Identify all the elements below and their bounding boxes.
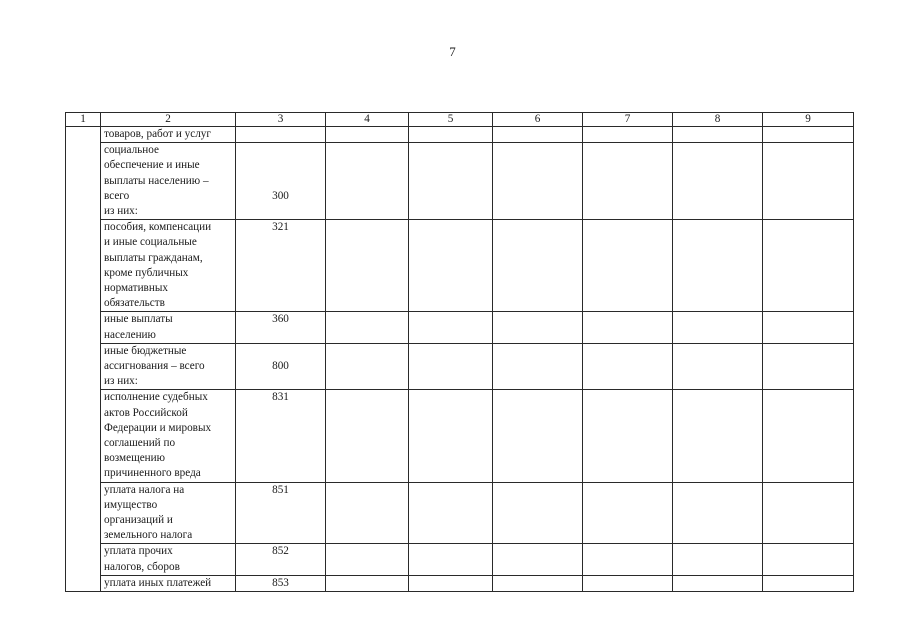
row-code: 851 xyxy=(236,482,326,544)
row-number-cell xyxy=(66,127,101,592)
value-cell xyxy=(763,312,854,343)
value-cell xyxy=(583,482,673,544)
value-cell xyxy=(673,343,763,390)
value-cell xyxy=(326,312,409,343)
row-code xyxy=(236,343,326,390)
value-cell xyxy=(409,390,493,482)
value-cell xyxy=(493,575,583,591)
value-cell xyxy=(326,143,409,220)
row-code xyxy=(236,143,326,220)
row-code: 831 xyxy=(236,390,326,482)
row-name: пособия, компенсации и иные социальные выплаты гражданам, кроме публичных нормативных обязательств xyxy=(101,220,236,312)
row-code-text: 300 xyxy=(272,190,289,203)
value-cell xyxy=(583,575,673,591)
row-code: 853 xyxy=(236,575,326,591)
page-number: 7 xyxy=(449,44,456,59)
value-cell xyxy=(326,220,409,312)
value-cell xyxy=(583,220,673,312)
table-row xyxy=(66,575,854,591)
value-cell xyxy=(763,343,854,390)
column-header-1: 1 xyxy=(66,113,101,127)
value-cell xyxy=(763,127,854,143)
value-cell xyxy=(409,127,493,143)
value-cell xyxy=(326,482,409,544)
column-header-7: 7 xyxy=(583,113,673,127)
value-cell xyxy=(493,544,583,575)
column-header-3: 3 xyxy=(236,113,326,127)
table-row xyxy=(66,544,854,575)
row-name: иные бюджетные ассигнования – всего из них: xyxy=(101,343,236,390)
row-name: товаров, работ и услуг xyxy=(101,127,236,143)
value-cell xyxy=(493,220,583,312)
value-cell xyxy=(493,343,583,390)
row-name: иные выплаты населению xyxy=(101,312,236,343)
row-code: 321 xyxy=(236,220,326,312)
value-cell xyxy=(673,575,763,591)
value-cell xyxy=(673,220,763,312)
value-cell xyxy=(583,312,673,343)
column-header-6: 6 xyxy=(493,113,583,127)
value-cell xyxy=(409,575,493,591)
value-cell xyxy=(326,343,409,390)
budget-table xyxy=(65,112,854,592)
table-row xyxy=(66,127,854,143)
value-cell xyxy=(673,127,763,143)
value-cell xyxy=(409,143,493,220)
row-name: социальное обеспечение и иные выплаты населению – всего из них: xyxy=(101,143,236,220)
column-header-5: 5 xyxy=(409,113,493,127)
value-cell xyxy=(409,544,493,575)
column-header-8: 8 xyxy=(673,113,763,127)
row-code-text: 800 xyxy=(272,359,289,372)
value-cell xyxy=(763,544,854,575)
table-row xyxy=(66,390,854,482)
row-name: уплата налога на имущество организаций и земельного налога xyxy=(101,482,236,544)
value-cell xyxy=(763,482,854,544)
row-code: 360 xyxy=(236,312,326,343)
column-header-2: 2 xyxy=(101,113,236,127)
value-cell xyxy=(493,312,583,343)
value-cell xyxy=(673,482,763,544)
row-name: уплата прочих налогов, сборов xyxy=(101,544,236,575)
value-cell xyxy=(493,127,583,143)
row-code: 852 xyxy=(236,544,326,575)
value-cell xyxy=(583,127,673,143)
column-number-row xyxy=(66,113,854,127)
value-cell xyxy=(409,343,493,390)
row-code xyxy=(236,127,326,143)
value-cell xyxy=(326,390,409,482)
value-cell xyxy=(673,143,763,220)
value-cell xyxy=(763,143,854,220)
row-name: уплата иных платежей xyxy=(101,575,236,591)
value-cell xyxy=(326,127,409,143)
value-cell xyxy=(493,143,583,220)
value-cell xyxy=(763,575,854,591)
table-row xyxy=(66,482,854,544)
column-header-4: 4 xyxy=(326,113,409,127)
value-cell xyxy=(583,390,673,482)
value-cell xyxy=(583,544,673,575)
value-cell xyxy=(409,312,493,343)
table-row xyxy=(66,220,854,312)
value-cell xyxy=(409,220,493,312)
row-name: исполнение судебных актов Российской Федерации и мировых соглашений по возмещению причиненного вреда xyxy=(101,390,236,482)
table-row xyxy=(66,143,854,220)
table-row xyxy=(66,312,854,343)
value-cell xyxy=(673,390,763,482)
value-cell xyxy=(583,143,673,220)
value-cell xyxy=(493,390,583,482)
value-cell xyxy=(763,220,854,312)
value-cell xyxy=(326,575,409,591)
table-row xyxy=(66,343,854,390)
value-cell xyxy=(493,482,583,544)
value-cell xyxy=(763,390,854,482)
value-cell xyxy=(673,544,763,575)
value-cell xyxy=(673,312,763,343)
value-cell xyxy=(583,343,673,390)
value-cell xyxy=(326,544,409,575)
column-header-9: 9 xyxy=(763,113,854,127)
value-cell xyxy=(409,482,493,544)
